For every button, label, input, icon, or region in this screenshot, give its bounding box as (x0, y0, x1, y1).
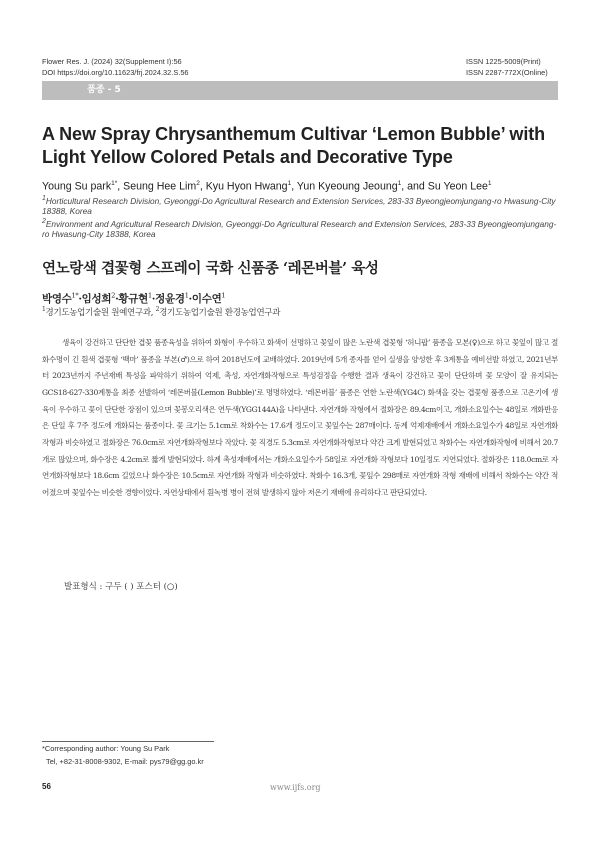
korean-author-sup: 2 (111, 291, 116, 300)
author-name: Young Su park (42, 180, 112, 193)
author-sup: 2 (196, 180, 200, 187)
korean-affiliation (42, 306, 280, 318)
korean-author-sup: 1 (184, 291, 189, 300)
author-sup: 1 (287, 180, 292, 187)
journal-website: www.ijfs.org (270, 783, 321, 792)
korean-title: 연노랑색 겹꽃형 스프레이 국화 신품종 ‘레몬버블’ 육성 (42, 260, 379, 277)
author-list (42, 177, 562, 194)
corresponding-author: *Corresponding author: Young Su Park (42, 744, 170, 753)
author-sup: 1 (487, 180, 492, 187)
page-number: 56 (42, 782, 51, 791)
contact-info: Tel, +82-31-8008-9302, E-mail: pys79@gg.go.kr (46, 757, 204, 766)
affiliation-sup: 2 (42, 218, 46, 225)
korean-author-sup: 1 (147, 291, 152, 300)
author-name: , and Su Yeon Lee (401, 180, 488, 193)
presentation-format: 발표형식 : 구두 ( ) 포스터 (○) (64, 582, 178, 592)
affiliation-1 (42, 194, 562, 217)
affiliation-text: Environment and Agricultural Research Division, Gyeonggi-Do Agricultural Research and Extension Services, 283-33 Byeongjeomjungang-ro Hwasung-City 18388, Korea (42, 218, 557, 240)
author-sup: 1 (397, 180, 402, 187)
korean-affiliation-text: 경기도농업기술원 환경농업연구과 (159, 308, 281, 318)
korean-affiliation-sup: 1 (42, 306, 46, 314)
author-name: , Seung Hee Lim (117, 180, 197, 193)
journal-citation: Flower Res. J. (2024) 32(Supplement I):56 (42, 57, 182, 66)
journal-header-right (466, 56, 548, 78)
footnote-divider (42, 741, 214, 742)
author-name: , Kyu Hyon Hwang (199, 180, 288, 193)
issn-print: ISSN 1225-5009(Print) (466, 57, 541, 66)
korean-author-sup: 1 (221, 291, 226, 300)
korean-author-name: ·황규현 (115, 293, 148, 305)
journal-header-left (42, 56, 189, 78)
korean-author-sup: 1* (71, 291, 79, 300)
section-tag: 품종 - 5 (87, 85, 121, 95)
korean-affiliation-sup: 2 (155, 306, 160, 314)
korean-author-name: ·임성희 (78, 293, 112, 305)
korean-author-name: ·정윤경 (151, 293, 185, 305)
affiliation-sup: 1 (42, 195, 46, 202)
korean-author-list (42, 291, 225, 306)
author-sup: 1* (111, 180, 118, 187)
paper-title: A New Spray Chrysanthemum Cultivar ‘Lemon Bubble’ with Light Yellow Colored Petals and Decorative Type (42, 124, 546, 167)
affiliation-2 (42, 217, 562, 240)
abstract-body: 생육이 강건하고 단단한 겹꽃 품종육성을 위하여 화형이 우수하고 화색이 선명하고 꽃잎이 많은 노란색 겹꽃형 ‘허니팝’ 품종을 모본(♀)으로 하고 꽃잎이 많고 절화수명이 긴 흰색 겹꽃형 ‘백마’ 품종을 부본(♂)으로 하여 2018년도에 교배하였다. 2019년에 5개 종자를 얻어 실생을 양성한 후 3계통을 예비선발 하였고, 2021년부터 2023년까지 주년재배 특성을 파악하기 위하여 억제, 촉성, 자연개화작형으로 특성검정을 수행한 결과 생육이 강건하고 꽃이 단단하며 꽃 모양이 잘 유지되는 GCS18-627-330계통을 최종 선발하여 ‘레몬버블(Lemon Bubble)’로 명명하였다. ‘레몬버블’ 품종은 연한 노란색(YG4C) 화색을 갖는 겹꽃형 품종으로 고온기에 생육이 우수하고 꽃이 단단한 장점이 있으며 꽃봉오리색은 연두색(YGG144A)을 나타낸다. 자연개화 작형에서 절화장은 89.4cm이고, 개화소요일수는 48일로 개화반응은 단일 후 7주 정도에 개화되는 품종이다. 꽃 크기는 5.1cm로 착화수는 17.6개 정도이고 꽃잎수는 287매이다. 동계 억제재배에서 개화소요일수가 48일로 자연개화작형과 비슷하였고 절화장은 76.0cm로 자연개화작형보다 작았다. 꽃 직경도 5.3cm로 자연개화작형보다 약간 크게 발현되었고 착화수는 자연개화작형에 비해서 20.7개로 많았으며, 화수장은 4.2cm로 짧게 발현되었다. 하계 촉성재배에서는 개화소요일수가 58일로 자연개화 작형보다 10일정도 지연되었다. 절화장은 118.0cm로 자연개화작형보다 18.6cm 길었으나 화수장은 10.5cm로 자연개화 작형과 비슷하였다. 착화수 16.3개, 꽃잎수 298매로 자연개화 작형 재배에 비해서 착화수는 약간 적어졌으며 꽃잎수는 비슷한 경향이었다. 자연상태에서 흰녹병 병이 전혀 발생하지 않아 저온기 재배에 유리하다고 판단되었다. (42, 338, 558, 497)
korean-author-name: ·이수연 (188, 293, 222, 305)
doi-line: DOI https://doi.org/10.11623/frj.2024.32.S.56 (42, 68, 189, 77)
korean-author-name: 박영수 (42, 293, 72, 305)
korean-affiliation-text: 경기도농업기술원 원예연구과, (45, 308, 156, 318)
author-name: , Yun Kyeoung Jeoung (291, 180, 398, 193)
issn-online: ISSN 2287-772X(Online) (466, 68, 548, 77)
affiliation-text: Horticultural Research Division, Gyeonggi-Do Agricultural Research and Extension Services, 283-33 Byeongjeomjungang-ro Hwasung-City 18388, Korea (42, 195, 556, 217)
